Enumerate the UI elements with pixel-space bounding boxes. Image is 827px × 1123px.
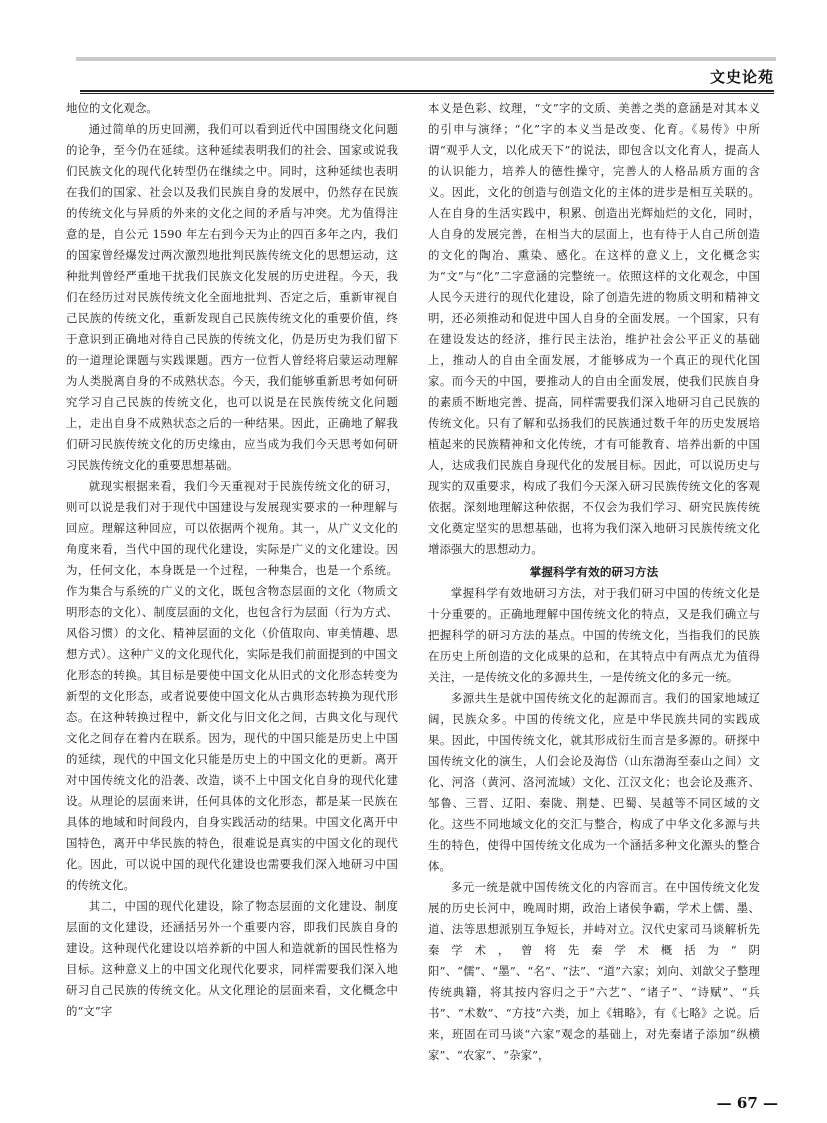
right-column <box>428 98 760 1066</box>
paragraph: 通过简单的历史回溯，我们可以看到近代中国围绕文化问题的论争，至今仍在延续。这种延续表明我们的社会、国家或说我们民族文化的现代化转型仍在继续之中。同时，这种延续也表明在我们的国家、社会以及我们民族自身的发展中，仍然存在民族的传统文化与异质的外来的文化之间的矛盾与冲突。尤为值得注意的是，自公元 1590 年左右到今天为止的四百多年之内，我们的国家曾经爆发过两次激烈地批判民族传统文化的思想运动，这种批判曾经严重地干扰我们民族文化发展的历史进程。今天，我们在经历过对民族传统文化全面地批判、否定之后，重新审视自己民族的传统文化，重新发现自己民族传统文化的重要价值，终于意识到正确地对待自己民族的传统文化，仍是历史为我们留下的一道理论课题与实践课题。西方一位哲人曾经将启蒙运动理解为人类脱离自身的不成熟状态。今天，我们能够重新思考如何研究学习自己民族的传统文化，也可以说是在民族传统文化问题上，走出自身不成熟状态之后的一种结果。因此，正确地了解我们研习民族传统文化的历史缘由，应当成为我们今天思考如何研习民族传统文化的重要思想基础。 <box>66 122 398 472</box>
left-column <box>66 98 398 1022</box>
paragraph: 就现实根据来看，我们今天重视对于民族传统文化的研习，则可以说是我们对于现代中国建设与发展现实要求的一种理解与回应。理解这种回应，可以依据两个视角。其一，从广义文化的角度来看，当代中国的现代化建设，实际是广义的文化建设。因为，任何文化，本身既是一个过程，一种集合，也是一个系统。作为集合与系统的广义的文化，既包含物态层面的文化（物质文明形态的文化）、制度层面的文化，也包含行为层面（行为方式、风俗习惯）的文化、精神层面的文化（价值取向、审美情趣、思想方式）。这种广义的文化现代化，实际是我们前面提到的中国文化形态的转换。其目标是要使中国文化从旧式的文化形态转变为新型的文化形态，或者说要使中国文化从古典形态转换为现代形态。在这种转换过程中，新文化与旧文化之间，古典文化与现代文化之间存在着内在联系。因为，现代的中国只能是历史上中国的延续，现代的中国文化只能是历史上的中国文化的更新。离开对中国传统文化的沿袭、改造，谈不上中国文化自身的现代化建设。从理论的层面来讲，任何具体的文化形态，都是某一民族在具体的地域和时间段内，自身实践活动的结果。中国文化离开中国特色，离开中华民族的特色，很难说是真实的中国文化的现代化。因此，可以说中国的现代化建设也需要我们深入地研习中国的传统文化。 <box>66 479 398 892</box>
paragraph: 多元一统是就中国传统文化的内容而言。在中国传统文化发展的历史长河中，晚周时期，政治上诸侯争霸，学术上儒、墨、道、法等思想派别互争短长，并峙对立。汉代史家司马谈解析先秦学术，曾将先秦学术概括为“阴阳”、“儒”、“墨”、“名”、“法”、“道”六家；刘向、刘歆父子整理传统典籍，将其按内容归之于“六艺”、“诸子”、“诗赋”、“兵书”、“术数”、“方技”六类，加上《辑略》，有《七略》之说。后来，班固在司马谈“六家”观念的基础上，对先秦诸子添加“纵横家”、“农家”、“杂家”， <box>428 880 760 1062</box>
header-band <box>76 57 776 61</box>
paragraph: 其二，中国的现代化建设，除了物态层面的文化建设、制度层面的文化建设，还涵括另外一个重要内容，即我们民族自身的建设。这种现代化建设以培养新的中国人和造就新的国民性格为目标。这种意义上的中国文化现代化要求，同样需要我们深入地研习自己民族的传统文化。从文化理论的层面来看，文化概念中的“文”字 <box>66 899 398 1018</box>
section-title: 文史论苑 <box>709 68 774 86</box>
header-rule <box>80 90 774 92</box>
paragraph: 多源共生是就中国传统文化的起源而言。我们的国家地域辽阔，民族众多。中国的传统文化，应是中华民族共同的实践成果。因此，中国传统文化，就其形成衍生而言是多源的。研探中国传统文化的演生，人们会论及海岱（山东渤海至泰山之间）文化、河洛（黄河、洛河流域）文化、江汉文化；也会论及燕齐、邹鲁、三晋、辽阳、秦陇、荆楚、巴蜀、吴越等不同区域的文化。这些不同地域文化的交汇与整合，构成了中华文化多源与共生的特色，使得中国传统文化成为一个涵括多种文化源头的整合体。 <box>428 691 760 873</box>
header-rule-thin <box>80 93 774 94</box>
paragraph: 掌握科学有效地研习方法，对于我们研习中国的传统文化是十分重要的。正确地理解中国传统文化的特点，又是我们确立与把握科学的研习方法的基点。中国的传统文化，当指我们的民族在历史上所创造的文化成果的总和，在其特点中有两点尤为值得关注，一是传统文化的多源共生，一是传统文化的多元一统。 <box>428 586 760 684</box>
section-heading: 掌握科学有效的研习方法 <box>529 565 659 579</box>
page-number: — 67 — <box>716 1094 778 1112</box>
paragraph: 地位的文化观念。 <box>66 101 158 115</box>
paragraph: 本义是色彩、纹理，“文”字的文质、美善之类的意涵是对其本义的引申与演绎；“化”字的本义当是改变、化育。《易传》中所谓“观乎人文，以化成天下”的说法，即包含以文化育人，提高人的认识能力，培养人的德性操守，完善人的人格品质方面的含义。因此，文化的创造与创造文化的主体的进步是相互关联的。人在自身的生活实践中，积累、创造出光辉灿烂的文化，同时，人自身的发展完善，在相当大的层面上，也有待于人自己所创造的文化的陶冶、熏染、感化。在这样的意义上，文化概念实为“文”与“化”二字意涵的完整统一。依照这样的文化观念，中国人民今天进行的现代化建设，除了创造先进的物质文明和精神文明，还必须推动和促进中国人自身的全面发展。一个国家，只有在建设发达的经济，推行民主法治，维护社会公平正义的基础上，推动人的自由全面发展，才能够成为一个真正的现代化国家。而今天的中国，要推动人的自由全面发展，使我们民族自身的素质不断地完善、提高，同样需要我们深入地研习自己民族的传统文化。只有了解和弘扬我们的民族通过数千年的历史发展培植起来的民族精神和文化传统，才有可能教育、培养出新的中国人，达成我们民族自身现代化的发展目标。因此，可以说历史与现实的双重要求，构成了我们今天深入研习民族传统文化的客观依据。深刻地理解这种依据，不仅会为我们学习、研究民族传统文化奠定坚实的思想基础，也将为我们深入地研习民族传统文化增添强大的思想动力。 <box>428 101 760 556</box>
